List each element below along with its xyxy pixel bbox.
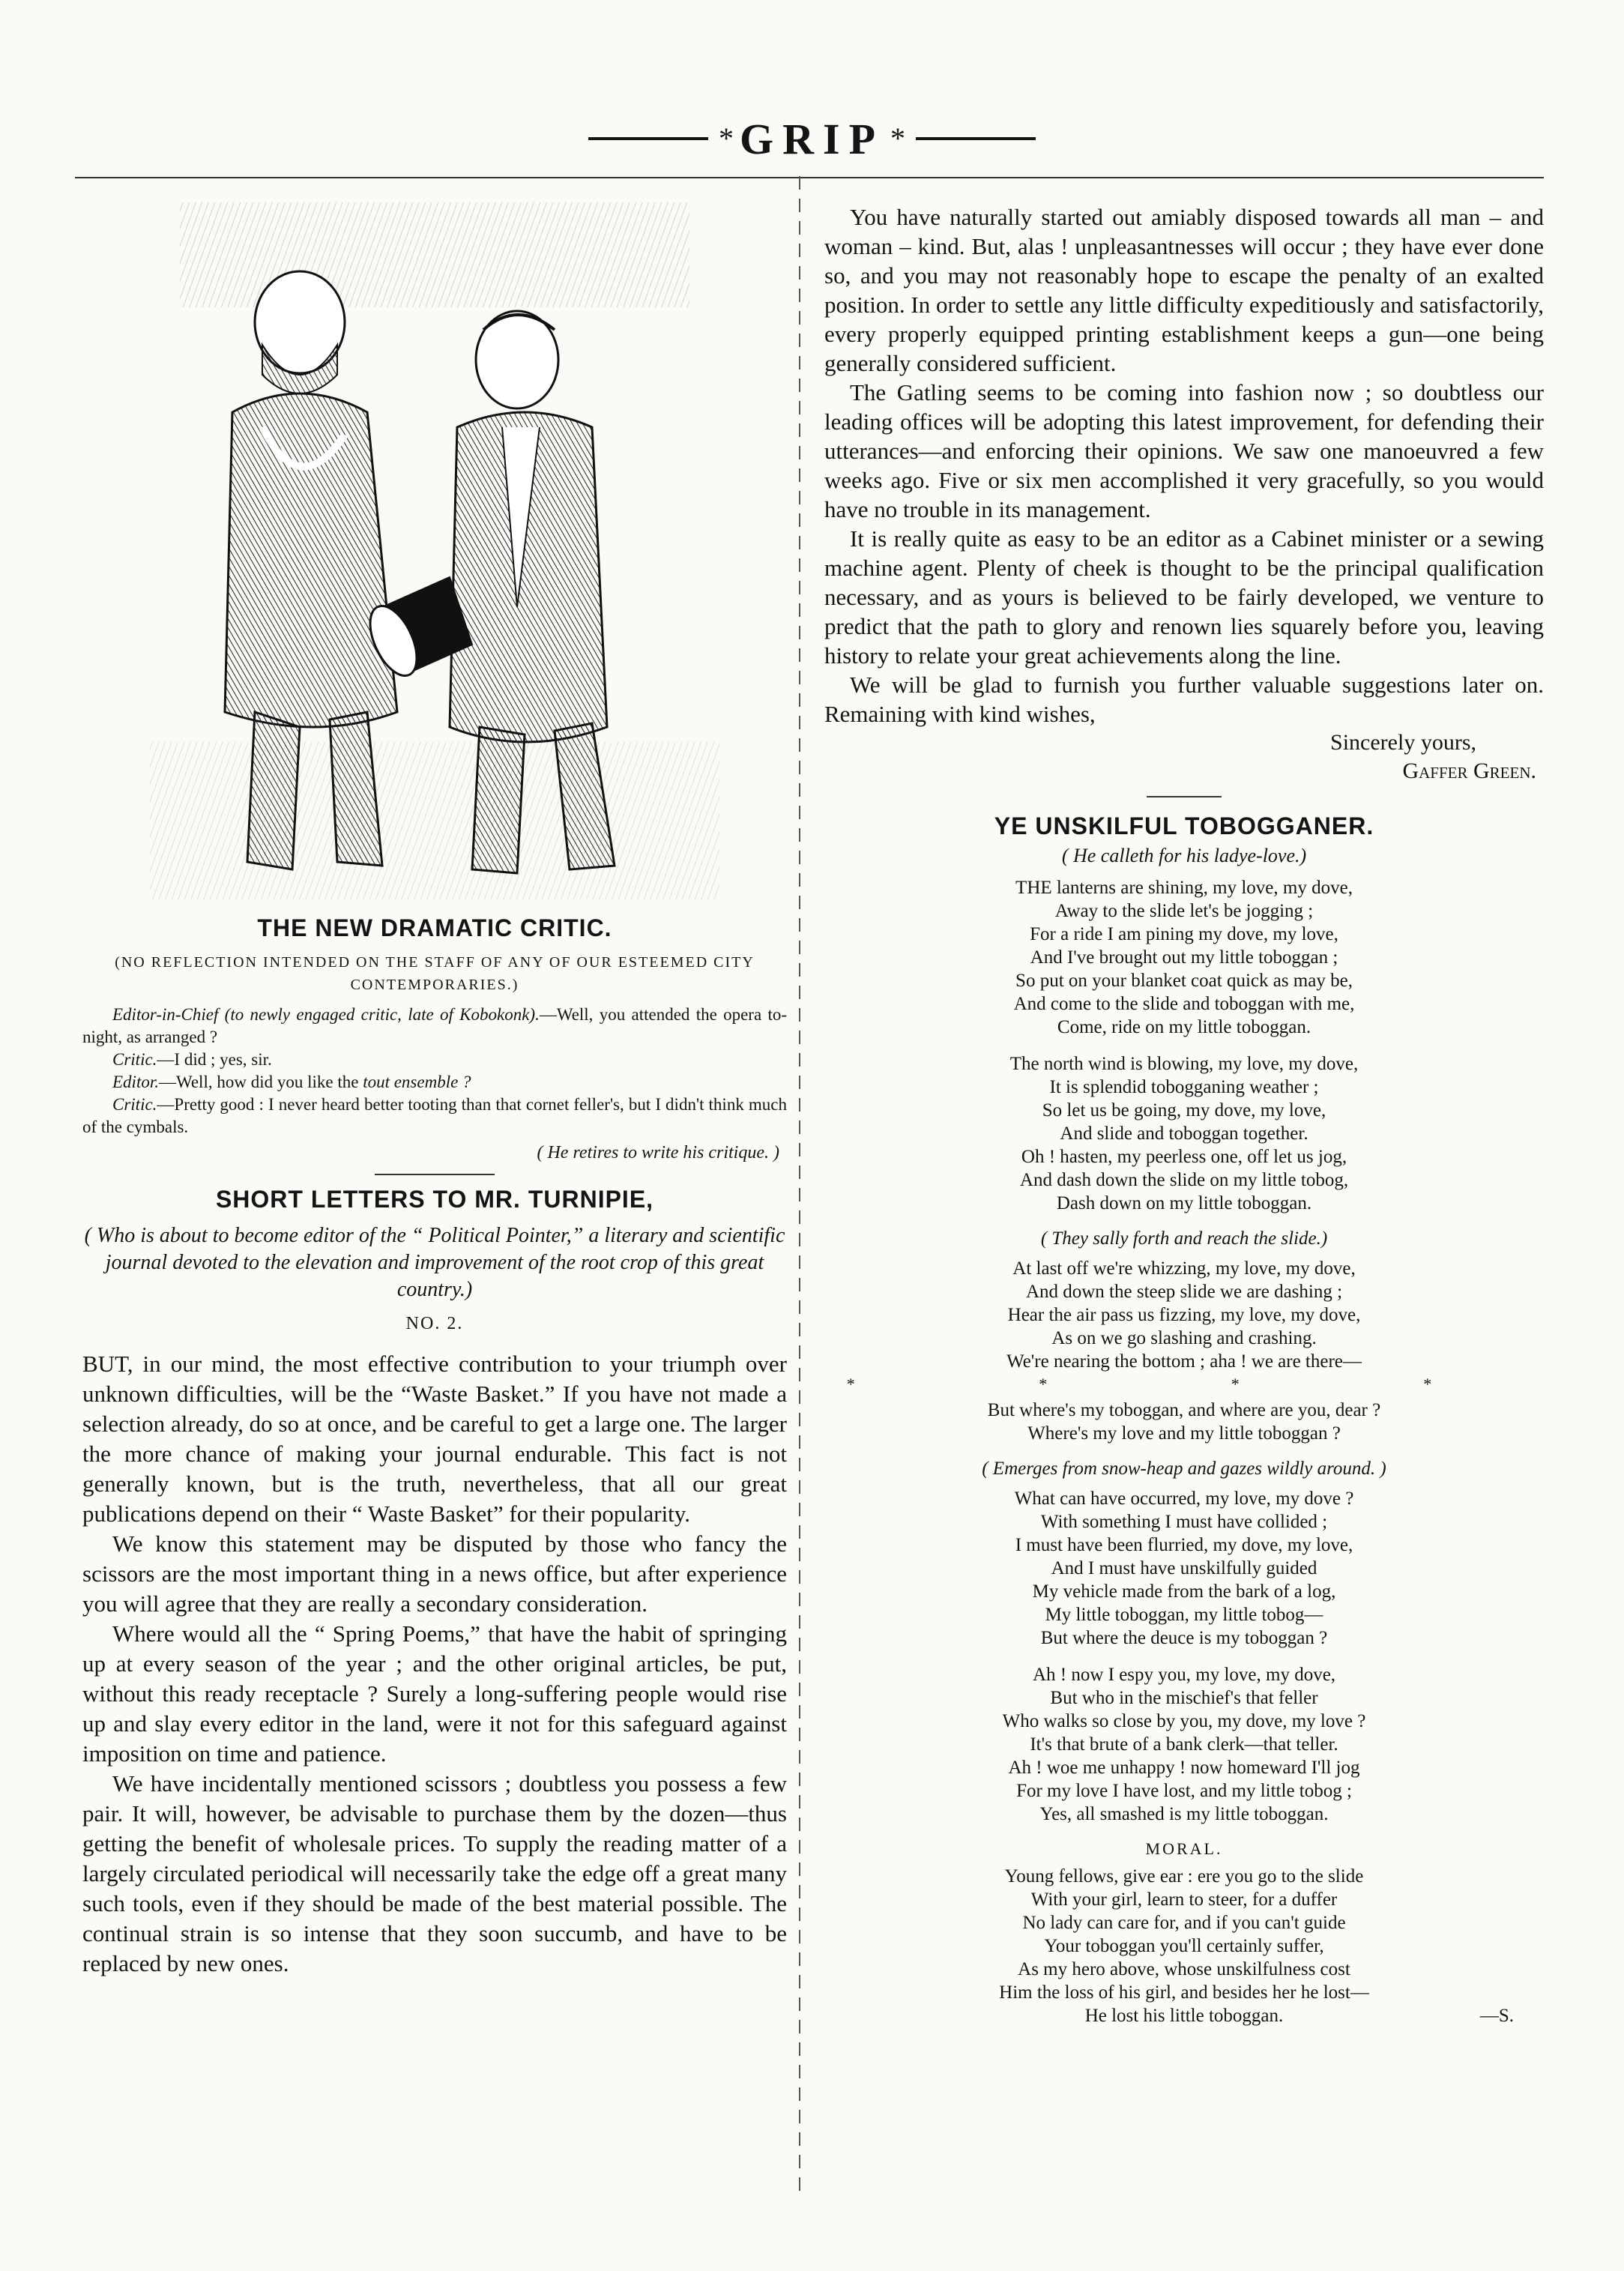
poem-line: Hear the air pass us fizzing, my love, my dove, — [1007, 1305, 1361, 1325]
poem-line: Dash down on my little toboggan. — [1056, 1193, 1312, 1213]
poem-line: With something I must have collided ; — [1040, 1512, 1328, 1532]
dialogue-text: —Pretty good : I never heard better tooting than that cornet feller's, but I didn't think much of the cymbals. — [82, 1095, 787, 1136]
left-column — [82, 187, 787, 1979]
poem-subtitle: ( He calleth for his ladye-love.) — [1061, 845, 1307, 866]
poem-line: So put on your blanket coat quick as may be, — [1015, 971, 1353, 991]
poem-line: Ah ! woe me unhappy ! now homeward I'll jog — [1008, 1758, 1360, 1778]
dialogue-text: —I did ; yes, sir. — [157, 1050, 272, 1069]
column-divider — [799, 176, 800, 2200]
dialogue-line-3 — [82, 1071, 787, 1094]
dialogue-text: —Well, you attended the opera to-night, as arranged ? — [82, 1005, 787, 1046]
poem-line: It's that brute of a bank clerk—that teller. — [1030, 1734, 1338, 1755]
speaker: Editor. — [112, 1073, 159, 1091]
poem-title: YE UNSKILFUL TOBOGGANER. — [994, 812, 1374, 839]
poem-stanza — [824, 876, 1544, 1039]
letter-signature: Gaffer Green. — [1402, 758, 1536, 783]
poem-line: Young fellows, give ear : ere you go to the slide — [1004, 1866, 1364, 1887]
stage-direction: (to newly engaged critic, late of Kobokonk). — [224, 1005, 540, 1024]
poem-signature: —S. — [1479, 2006, 1514, 2026]
header-rule — [75, 177, 1544, 178]
poem-stanza — [824, 1487, 1544, 1650]
poem-line: My little toboggan, my little tobog— — [1045, 1605, 1323, 1625]
poem-line: But where's my toboggan, and where are you, dear ? — [987, 1400, 1381, 1420]
dialogue-text: —Well, how did you like the — [158, 1073, 363, 1091]
poem-line: Where's my love and my little toboggan ? — [1027, 1423, 1341, 1444]
dialogue-line-2 — [82, 1049, 787, 1071]
poem-line: But who in the mischief's that feller — [1050, 1688, 1318, 1708]
poem-moral — [824, 1865, 1544, 2027]
letters-paragraph: BUT, in our mind, the most effective contribution to your triumph over unknown difficulties, will be the “Waste Basket.” If you have not made a selection already, do so at once, and be careful to get a large one. The larger the more chance of making your journal endurable. This fact is not generally known, but is the truth, nevertheless, that all our great publications depend on their “ Waste Basket” for their popularity. — [82, 1351, 787, 1527]
letter-closing: Sincerely yours, — [1330, 730, 1476, 755]
poem-line: But where the deuce is my toboggan ? — [1040, 1628, 1328, 1648]
dialogue-italic: tout ensemble ? — [363, 1073, 471, 1091]
letters-continuation: You have naturally started out amiably disposed towards all man – and woman – kind. But, alas ! unpleasantnesses will occur ; they have ever done so, and you may not reasonably hope to escape the penalty of an exalted position. In order to settle any little difficulty expeditiously and satisfactorily, every properly equipped printing establishment keeps a gun—one being generally considered sufficient. — [824, 204, 1544, 376]
masthead-title: GRIP — [740, 114, 884, 163]
poem-line: It is splendid tobogganing weather ; — [1049, 1077, 1319, 1097]
section-rule — [375, 1174, 495, 1175]
dialogue-line-1 — [82, 1004, 787, 1049]
poem-stage-direction: ( Emerges from snow-heap and gazes wildly around. ) — [982, 1459, 1386, 1479]
speaker: Critic. — [112, 1095, 157, 1114]
cartoon-note: (NO REFLECTION INTENDED ON THE STAFF OF ANY OF OUR ESTEEMED CITY CONTEMPORARIES.) — [115, 954, 755, 993]
poem-line: For my love I have lost, and my little tobog ; — [1016, 1781, 1352, 1801]
poem-line: For a ride I am pining my dove, my love, — [1030, 924, 1338, 944]
letters-continuation: The Gatling seems to be coming into fashion now ; so doubtless our leading offices will be adopting this latest improvement, for defending their utterances—and enforcing their opinions. We saw one manoeuvred a few weeks ago. Five or six men accomplished it very gracefully, so you would have no trouble in its management. — [824, 379, 1544, 522]
poem-line: And I've brought out my little toboggan ; — [1030, 947, 1338, 968]
speaker: Editor-in-Chief — [112, 1005, 219, 1024]
poem-line: We're nearing the bottom ; aha ! we are there— — [1006, 1351, 1362, 1372]
poem-line: No lady can care for, and if you can't guide — [1022, 1913, 1346, 1933]
poem-line: Oh ! hasten, my peerless one, off let us jog, — [1021, 1147, 1347, 1167]
poem-stanza — [824, 1052, 1544, 1215]
right-column — [824, 202, 1544, 2041]
cartoon-drawing — [150, 187, 719, 899]
letters-paragraph: We have incidentally mentioned scissors ; doubtless you possess a few pair. It will, however, be advisable to purchase them by the dozen—thus getting the benefit of wholesale prices. To supply the reading matter of a largely circulated periodical will necessarily take the edge off a great many such tools, even if they should be made of the best material possible. The continual strain is so intense that they soon succumb, and have to be replaced by new ones. — [82, 1770, 787, 1976]
poem-line: My vehicle made from the bark of a log, — [1032, 1581, 1336, 1602]
speaker: Critic. — [112, 1050, 157, 1069]
cartoon-illustration — [150, 187, 719, 899]
poem-line: THE lanterns are shining, my love, my dove, — [1015, 878, 1353, 898]
letters-number: NO. 2. — [405, 1314, 464, 1333]
poem-stanza — [824, 1399, 1544, 1445]
poem-line: Yes, all smashed is my little toboggan. — [1039, 1804, 1329, 1824]
poem-stanza — [824, 1257, 1544, 1373]
poem-line: Him the loss of his girl, and besides her he lost— — [999, 1982, 1369, 2003]
cartoon-title: THE NEW DRAMATIC CRITIC. — [257, 914, 612, 941]
letters-title: SHORT LETTERS TO MR. TURNIPIE, — [215, 1186, 654, 1213]
letters-continuation: We will be glad to furnish you further valuable suggestions later on. Remaining with kind wishes, — [824, 672, 1544, 727]
poem-line: Who walks so close by you, my dove, my love ? — [1002, 1711, 1366, 1731]
poem-line: I must have been flurried, my dove, my love, — [1015, 1535, 1353, 1555]
poem-line: And down the steep slide we are dashing ; — [1025, 1282, 1343, 1302]
star-icon: * — [719, 121, 734, 155]
poem-line: And slide and toboggan together. — [1060, 1124, 1308, 1144]
poem-last-line — [824, 2004, 1544, 2027]
poem-line: Come, ride on my little toboggan. — [1057, 1017, 1311, 1037]
poem-stage-direction: ( They sally forth and reach the slide.) — [1040, 1228, 1328, 1249]
poem-line: Your toboggan you'll certainly suffer, — [1044, 1936, 1324, 1956]
poem-line: And dash down the slide on my little tobog, — [1019, 1170, 1349, 1190]
letters-subtitle: ( Who is about to become editor of the “ Political Pointer,” a literary and scientific journal devoted to the elevation and improvement of the root crop of this great country.) — [84, 1224, 785, 1301]
poem-stanza — [824, 1663, 1544, 1826]
masthead — [0, 112, 1624, 165]
masthead-rule-left — [588, 137, 708, 140]
poem-stars: * * * * — [846, 1375, 1522, 1393]
poem-line: Away to the slide let's be jogging ; — [1054, 901, 1314, 921]
poem-line: He lost his little toboggan. — [1084, 2006, 1284, 2026]
dialogue-line-4 — [82, 1094, 787, 1138]
poem-line: As my hero above, whose unskilfulness cost — [1018, 1959, 1350, 1979]
poem-line: And I must have unskilfully guided — [1051, 1558, 1317, 1578]
poem-line: The north wind is blowing, my love, my dove, — [1009, 1054, 1359, 1074]
cartoon-exit: ( He retires to write his critique. ) — [537, 1143, 779, 1162]
poem-line: What can have occurred, my love, my dove ? — [1014, 1489, 1354, 1509]
letters-paragraph: Where would all the “ Spring Poems,” that have the habit of springing up at every season of the year ; and the other original articles, be put, without this ready receptacle ? Surely a long-suffering people would rise up and slay every editor in the land, were it not for this safeguard against imposition on time and patience. — [82, 1620, 787, 1767]
poem-line: With your girl, learn to steer, for a duffer — [1030, 1890, 1338, 1910]
letters-paragraph: We know this statement may be disputed by those who fancy the scissors are the most important thing in a news office, but after experience you will agree that they are really a secondary consideration. — [82, 1530, 787, 1617]
poem-line: Ah ! now I espy you, my love, my dove, — [1032, 1665, 1336, 1685]
poem-line: And come to the slide and toboggan with me, — [1013, 994, 1355, 1014]
poem-moral-label: MORAL. — [1145, 1839, 1223, 1858]
poem-line: So let us be going, my dove, my love, — [1042, 1100, 1326, 1121]
letters-continuation: It is really quite as easy to be an editor as a Cabinet minister or a sewing machine agent. Plenty of cheek is thought to be the principal qualification necessary, and as yours is believed to be fairly developed, we venture to predict that the path to glory and renown lies squarely before you, leaving history to relate your great achievements along the line. — [824, 525, 1544, 669]
star-icon: * — [890, 121, 905, 155]
poem-line: At last off we're whizzing, my love, my dove, — [1012, 1258, 1356, 1279]
masthead-rule-right — [916, 137, 1036, 140]
poem-line: As on we go slashing and crashing. — [1051, 1328, 1317, 1348]
section-rule — [1147, 796, 1222, 797]
